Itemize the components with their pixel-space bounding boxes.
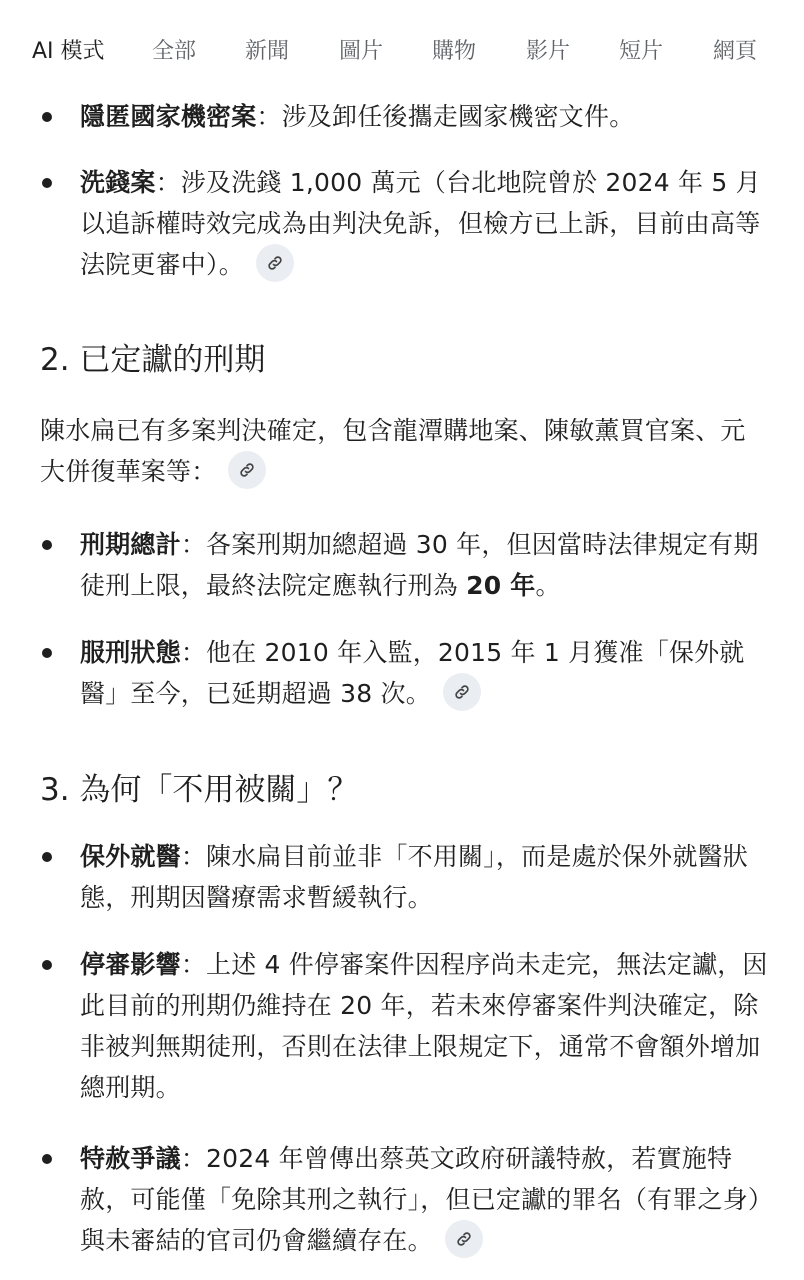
source-link-button[interactable] — [256, 244, 294, 282]
bullet-dot — [42, 540, 52, 550]
item-title: 保外就醫 — [80, 842, 181, 871]
item-title: 刑期總計 — [80, 530, 181, 559]
search-tabs — [0, 0, 804, 92]
item-title: 服刑狀態 — [80, 638, 181, 667]
link-icon — [238, 461, 256, 479]
item-body: ：陳水扁目前並非「不用關」，而是處於保外就醫狀態，刑期因醫療需求暫緩執行。 — [80, 842, 748, 912]
source-link-button[interactable] — [228, 451, 266, 489]
item-title: 隱匿國家機密案 — [80, 102, 257, 131]
item-body-end: 。 — [535, 571, 561, 600]
item-title: 特赦爭議 — [80, 1144, 181, 1173]
item-body: ：他在 2010 年入監，2015 年 1 月獲准「保外就醫」至今，已延期超過 38 次。 — [80, 638, 745, 708]
list-item-text — [80, 944, 768, 1108]
tab-videos[interactable]: 影片 — [526, 39, 571, 64]
list-item-text — [80, 96, 768, 137]
bullet-dot — [42, 112, 52, 122]
bullet-dot — [42, 852, 52, 862]
item-emphasis: 20 年 — [466, 571, 536, 600]
section-heading: 2. 已定讞的刑期 — [40, 342, 266, 378]
list-item-text — [80, 524, 768, 606]
source-link-button[interactable] — [445, 1220, 483, 1258]
bullet-dot — [42, 178, 52, 188]
link-icon — [266, 254, 284, 272]
list-item-text — [80, 1138, 768, 1261]
list-item-text — [80, 162, 768, 285]
section-heading: 3. 為何「不用被關」？ — [40, 772, 359, 808]
item-body: ：上述 4 件停審案件因程序尚未走完，無法定讞，因此目前的刑期仍維持在 20 年，若未來停審案件判決確定，除非被判無期徒刑，否則在法律上限規定下，通常不會額外增加總刑期。 — [80, 950, 768, 1102]
tab-images[interactable]: 圖片 — [339, 39, 384, 64]
tab-short-videos[interactable]: 短片 — [619, 39, 664, 64]
item-body: ：各案刑期加總超過 30 年，但因當時法律規定有期徒刑上限，最終法院定應執行刑為 — [80, 530, 759, 600]
list-item-text — [80, 632, 768, 714]
intro-text: 陳水扁已有多案判決確定，包含龍潭購地案、陳敏薰買官案、元大併復華案等： — [40, 416, 746, 486]
item-title: 停審影響 — [80, 950, 181, 979]
item-body: ：涉及洗錢 1,000 萬元（台北地院曾於 2024 年 5 月以追訴權時效完成為由判決免訴，但檢方已上訴，目前由高等法院更審中）。 — [80, 168, 761, 279]
item-title: 洗錢案 — [80, 168, 156, 197]
source-link-button[interactable] — [443, 673, 481, 711]
link-icon — [453, 683, 471, 701]
tab-all[interactable]: 全部 — [152, 39, 197, 64]
list-item-text — [80, 836, 768, 918]
tab-web[interactable]: 網頁 — [713, 39, 758, 64]
section-intro — [40, 410, 770, 492]
tab-news[interactable]: 新聞 — [245, 39, 290, 64]
tab-ai-mode[interactable]: AI 模式 — [32, 39, 105, 64]
item-body: ：2024 年曾傳出蔡英文政府研議特赦，若實施特赦，可能僅「免除其刑之執行」，但已定讞的罪名（有罪之身）與未審結的官司仍會繼續存在。 — [80, 1144, 761, 1255]
link-icon — [455, 1230, 473, 1248]
bullet-dot — [42, 960, 52, 970]
bullet-dot — [42, 1154, 52, 1164]
bullet-dot — [42, 648, 52, 658]
tab-shopping[interactable]: 購物 — [432, 39, 477, 64]
item-body: ：涉及卸任後攜走國家機密文件。 — [256, 102, 635, 131]
